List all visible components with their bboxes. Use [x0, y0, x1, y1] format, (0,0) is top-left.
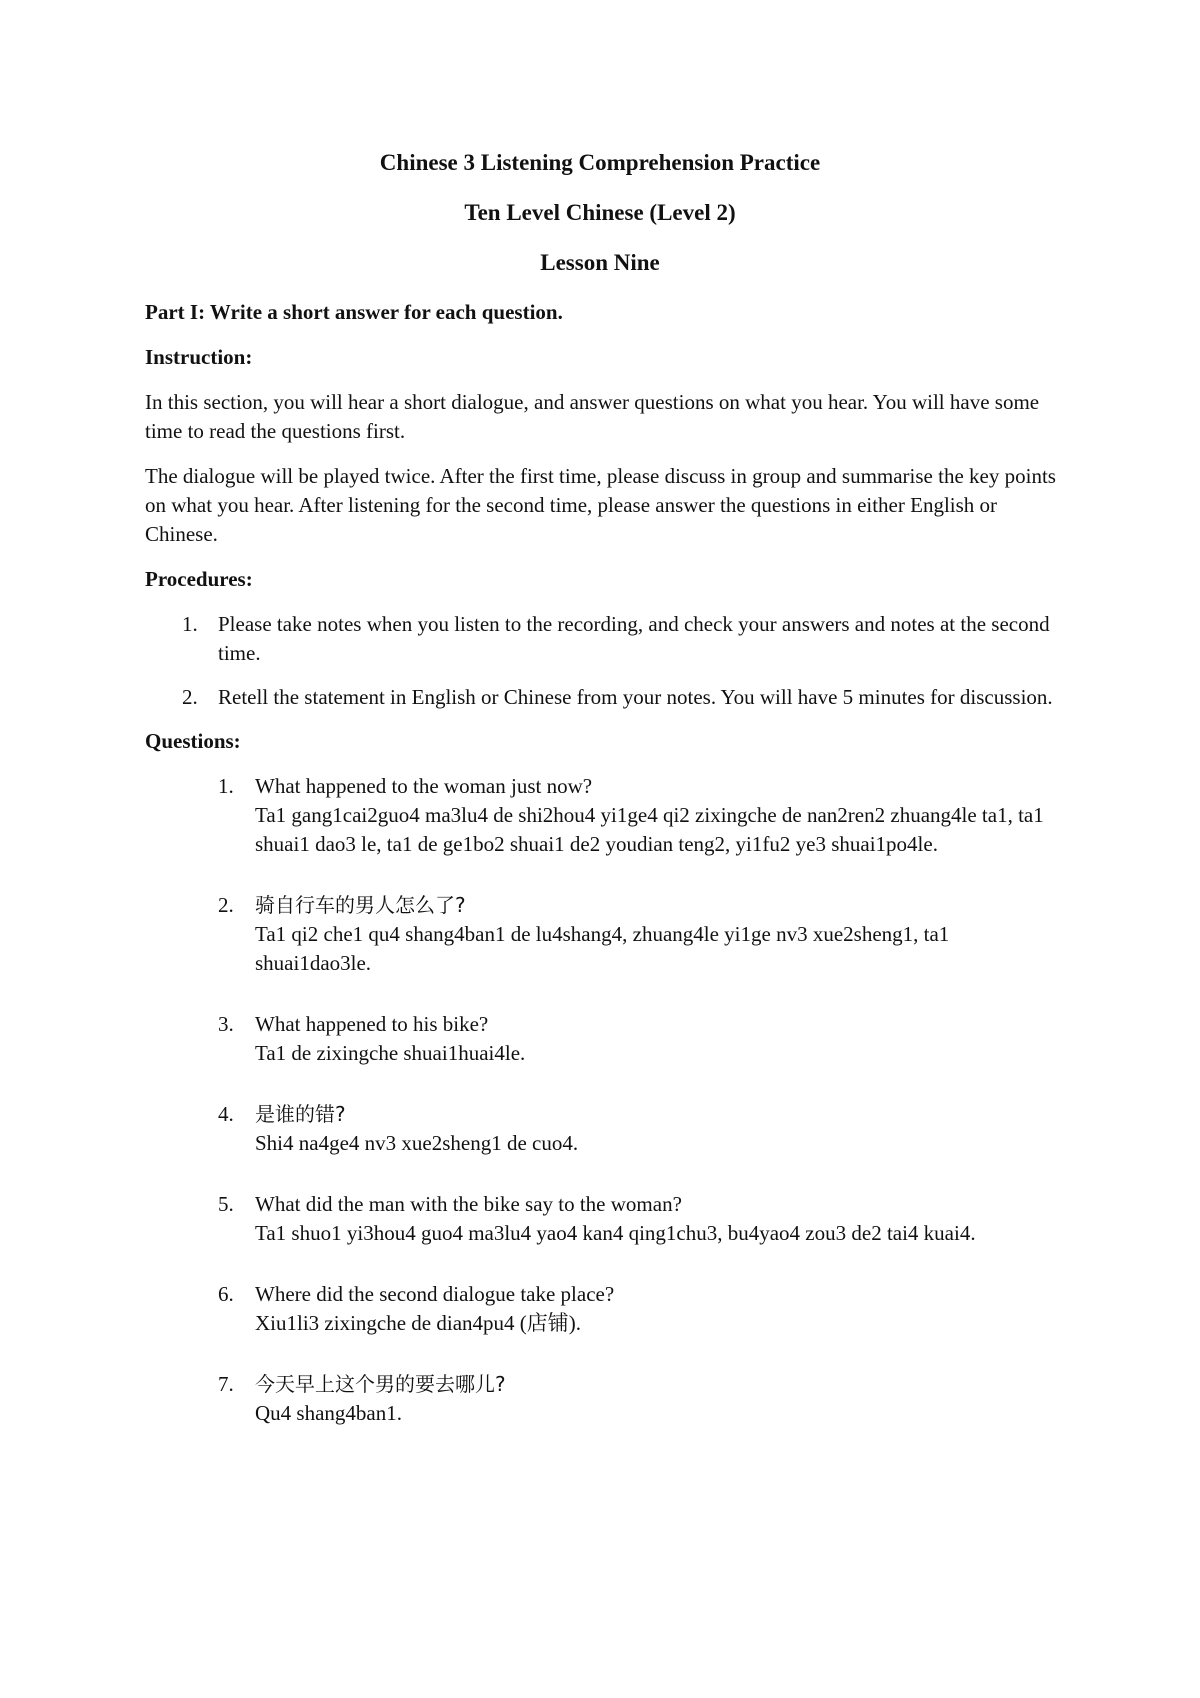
book-title: Ten Level Chinese (Level 2): [464, 200, 736, 225]
question-text: What happened to his bike?: [255, 1012, 489, 1036]
question-item: [145, 1190, 1065, 1248]
answer-text: Ta1 gang1cai2guo4 ma3lu4 de shi2hou4 yi1ge4 qi2 zixingche de nan2ren2 zhuang4le ta1, ta1 shuai1 dao3 le, ta1 de ge1bo2 shuai1 de2 youdian teng2, yi1fu2 ye3 shuai1po4le.: [255, 803, 1044, 856]
question-text: What did the man with the bike say to the woman?: [255, 1192, 682, 1216]
question-item: [145, 1370, 1065, 1428]
answer-text: Ta1 de zixingche shuai1huai4le.: [255, 1041, 526, 1065]
procedure-text: Please take notes when you listen to the recording, and check your answers and notes at the second time.: [218, 612, 1050, 665]
procedures-heading: Procedures:: [145, 567, 253, 591]
answer-text: Ta1 qi2 che1 qu4 shang4ban1 de lu4shang4, zhuang4le yi1ge nv3 xue2sheng1, ta1 shuai1dao3le.: [255, 922, 950, 975]
question-item: [145, 772, 1065, 859]
answer-text: Xiu1li3 zixingche de dian4pu4 (店铺).: [255, 1311, 582, 1335]
procedure-text: Retell the statement in English or Chinese from your notes. You will have 5 minutes for discussion.: [218, 685, 1053, 709]
procedures-list: [145, 610, 1065, 712]
question-number: 1.: [218, 774, 234, 798]
answer-text: Ta1 shuo1 yi3hou4 guo4 ma3lu4 yao4 kan4 qing1chu3, bu4yao4 zou3 de2 tai4 kuai4.: [255, 1221, 976, 1245]
instruction-paragraph-1: In this section, you will hear a short dialogue, and answer questions on what you hear. You will have some time to read the questions first.: [145, 390, 1040, 443]
questions-heading: Questions:: [145, 729, 241, 753]
question-number: 6.: [218, 1282, 234, 1306]
question-item: [145, 891, 1065, 978]
question-text: Where did the second dialogue take place?: [255, 1282, 615, 1306]
part-heading: Part I: Write a short answer for each question.: [145, 300, 563, 324]
answer-text: Shi4 na4ge4 nv3 xue2sheng1 de cuo4.: [255, 1131, 579, 1155]
course-title: Chinese 3 Listening Comprehension Practice: [379, 150, 821, 175]
answer-text: Qu4 shang4ban1.: [255, 1401, 402, 1425]
procedure-number: 2.: [182, 685, 198, 709]
question-number: 5.: [218, 1192, 234, 1216]
question-number: 2.: [218, 893, 234, 917]
question-text: 今天早上这个男的要去哪儿?: [255, 1372, 506, 1396]
question-item: [145, 1100, 1065, 1158]
lesson-title: Lesson Nine: [540, 250, 660, 275]
procedure-number: 1.: [182, 612, 198, 636]
document-body: [145, 298, 1065, 1460]
question-text: What happened to the woman just now?: [255, 774, 593, 798]
instruction-paragraph-2: The dialogue will be played twice. After the first time, please discuss in group and summarise the key points on what you hear. After listening for the second time, please answer the questions in either English or Chinese.: [145, 464, 1056, 546]
question-item: [145, 1010, 1065, 1068]
question-item: [145, 1280, 1065, 1338]
procedure-item: [145, 683, 1065, 712]
question-number: 3.: [218, 1012, 234, 1036]
question-number: 7.: [218, 1372, 234, 1396]
question-text: 是谁的错?: [255, 1102, 346, 1126]
question-text: 骑自行车的男人怎么了?: [255, 893, 466, 917]
question-number: 4.: [218, 1102, 234, 1126]
procedure-item: [145, 610, 1065, 668]
instruction-heading: Instruction:: [145, 345, 253, 369]
questions-list: [145, 772, 1065, 1428]
